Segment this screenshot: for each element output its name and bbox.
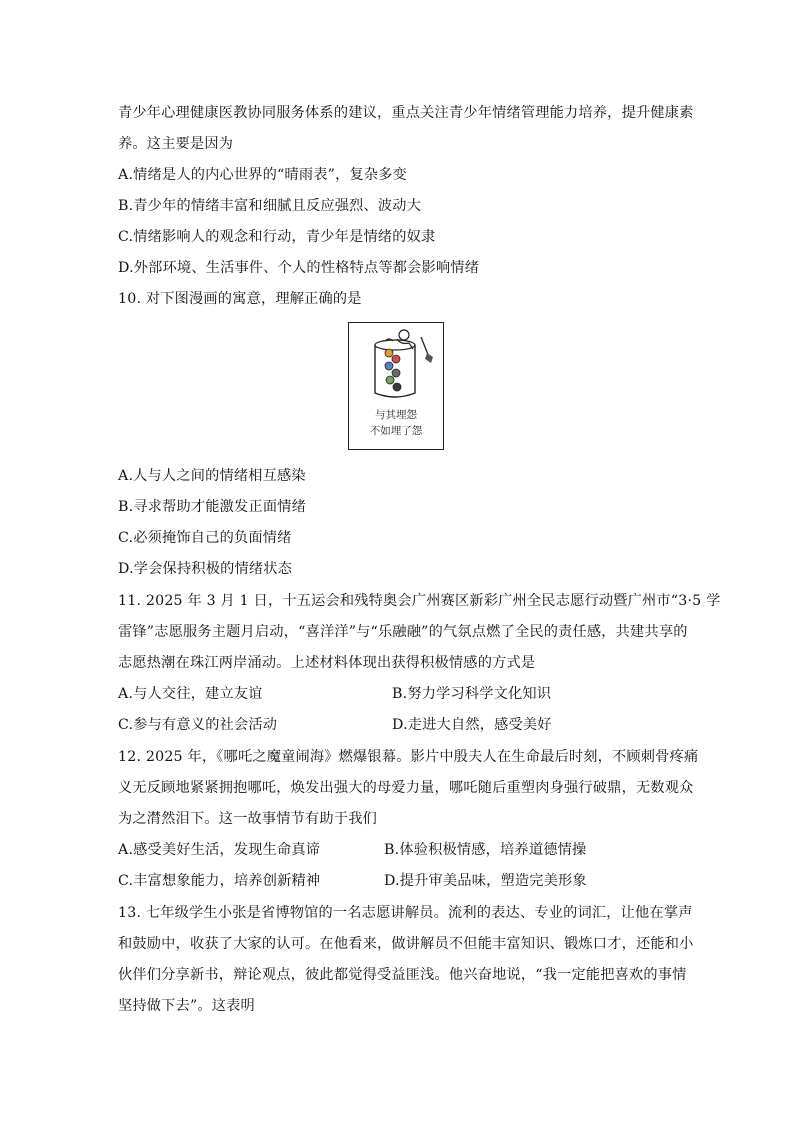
q11-option-c: C.参与有意义的社会活动: [118, 717, 278, 733]
cartoon-caption-line-2: 不如埋了怨: [369, 425, 423, 437]
cartoon-drawing: [349, 323, 442, 403]
q9-stem-line-1: 青少年心理健康医教协同服务体系的建议，重点关注青少年情绪管理能力培养，提升健康素: [118, 105, 694, 121]
q12-stem-line-2: 义无反顾地紧紧拥抱哪吒，焕发出强大的母爱力量，哪吒随后重塑肉身强行破鼎，无数观众: [118, 780, 694, 796]
q10-option-d: D.学会保持积极的情绪状态: [118, 561, 293, 577]
q9-option-c: C.情绪影响人的观念和行动，青少年是情绪的奴隶: [118, 229, 436, 245]
q12-stem-line-1: 12. 2025 年，《哪吒之魔童闹海》燃爆银幕。影片中殷夫人在生命最后时刻，不顾刺骨疼痛: [118, 749, 699, 765]
q11-stem-line-3: 志愿热潮在珠江两岸涌动。上述材料体现出获得积极情感的方式是: [118, 655, 536, 671]
q9-option-a: A.情绪是人的内心世界的“晴雨表”，复杂多变: [118, 167, 408, 183]
q10-option-b: B.寻求帮助才能激发正面情绪: [118, 499, 306, 515]
q12-option-b: B.体验积极情感，培养道德情操: [384, 842, 587, 858]
q9-stem-line-2: 养。这主要是因为: [118, 136, 234, 152]
q13-stem-line-4: 坚持做下去”。这表明: [118, 998, 255, 1014]
q9-option-d: D.外部环境、生活事件、个人的性格特点等都会影响情绪: [118, 260, 480, 276]
q10-option-c: C.必须掩饰自己的负面情绪: [118, 530, 292, 546]
q11-option-a: A.与人交往，建立友谊: [118, 686, 263, 702]
cartoon-image: [348, 322, 444, 450]
cartoon-caption-line-1: 与其埋怨: [375, 409, 417, 421]
q12-option-c: C.丰富想象能力，培养创新精神: [118, 873, 321, 889]
q11-stem-line-2: 雷锋”志愿服务主题月启动，“喜洋洋”与“乐融融”的气氛点燃了全民的责任感，共建共享的: [118, 624, 688, 640]
q11-stem-line-1: 11. 2025 年 3 月 1 日，十五运会和残特奥会广州赛区新彩广州全民志愿行动暨广州市“3·5 学: [118, 593, 721, 609]
q10-option-a: A.人与人之间的情绪相互感染: [118, 468, 306, 484]
q10-stem: 10. 对下图漫画的寓意，理解正确的是: [118, 291, 362, 307]
q9-option-b: B.青少年的情绪丰富和细腻且反应强烈、波动大: [118, 198, 422, 214]
q13-stem-line-3: 伙伴们分享新书，辩论观点，彼此都觉得受益匪浅。他兴奋地说，“我一定能把喜欢的事情: [118, 967, 687, 983]
q13-stem-line-1: 13. 七年级学生小张是省博物馆的一名志愿讲解员。流利的表达、专业的词汇，让他在掌声: [118, 905, 693, 921]
q12-option-a: A.感受美好生活，发现生命真谛: [118, 842, 321, 858]
q11-option-d: D.走进大自然，感受美好: [392, 717, 552, 733]
q11-option-b: B.努力学习科学文化知识: [392, 686, 552, 702]
q12-stem-line-3: 为之潸然泪下。这一故事情节有助于我们: [118, 811, 377, 827]
q12-option-d: D.提升审美品味，塑造完美形象: [384, 873, 587, 889]
q13-stem-line-2: 和鼓励中，收获了大家的认可。在他看来，做讲解员不但能丰富知识、锻炼口才，还能和小: [118, 936, 694, 952]
